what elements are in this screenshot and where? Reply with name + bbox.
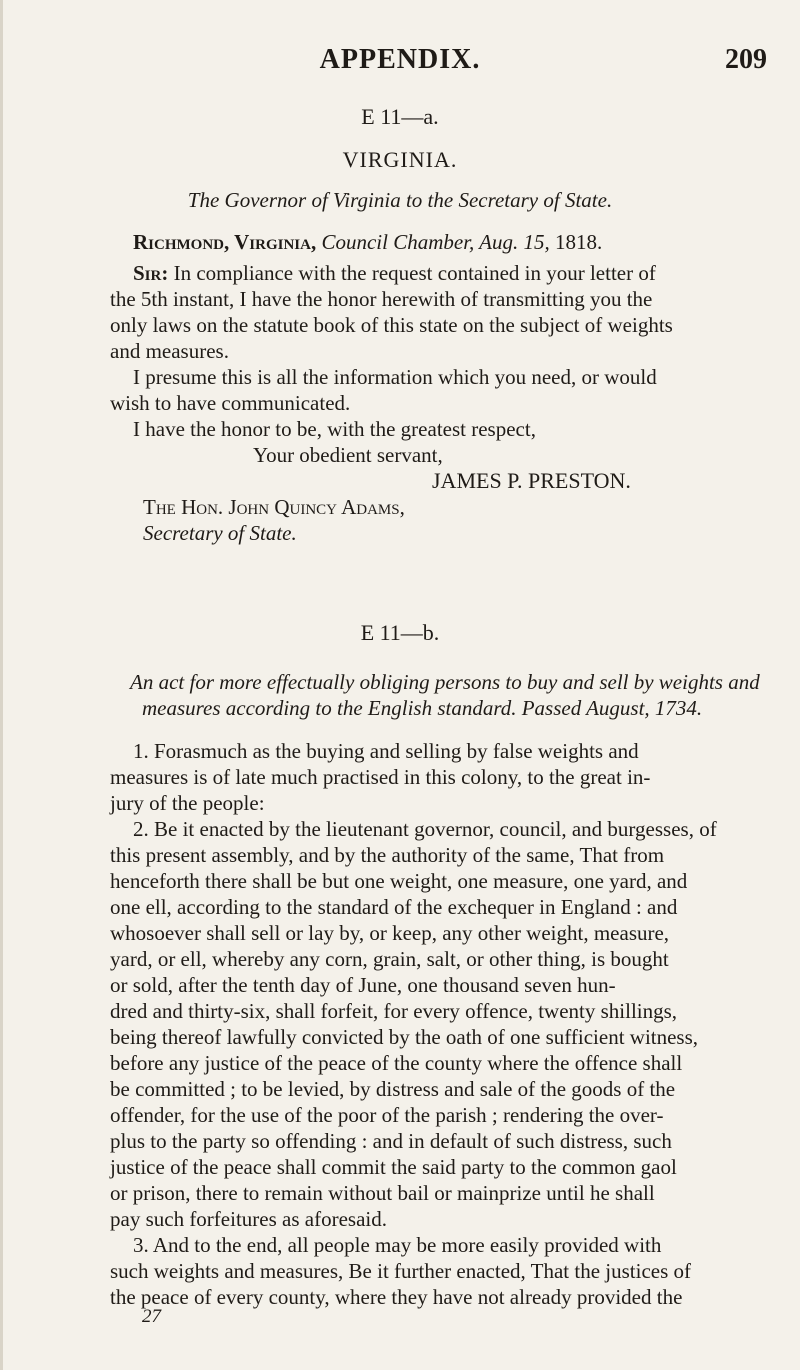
act-line: being thereof lawfully convicted by the oath of one sufficient witness, — [110, 1025, 699, 1049]
act-line: 3. And to the end, all people may be more easily provided with — [133, 1233, 662, 1257]
act-line: offender, for the use of the poor of the parish ; rendering the over- — [110, 1103, 664, 1127]
act-line: this present assembly, and by the authority of the same, That from — [110, 843, 665, 867]
letter-line: Sir: In compliance with the request contained in your letter of — [133, 261, 656, 285]
act-line: pay such forfeitures as aforesaid. — [110, 1207, 387, 1231]
closing-line: Your obedient servant, — [253, 443, 443, 467]
dateline-place: Richmond, Virginia, — [133, 230, 317, 254]
signature: JAMES P. PRESTON. — [432, 468, 631, 493]
act-line: measures is of late much practised in this colony, to the great in- — [110, 765, 651, 789]
act-line: henceforth there shall be but one weight, one measure, one yard, and — [110, 869, 688, 893]
section-b-heading: E 11—b. — [360, 620, 440, 645]
act-line: such weights and measures, Be it further enacted, That the justices of — [110, 1259, 692, 1283]
act-title-line: measures according to the English standard. Passed August, 1734. — [142, 696, 703, 720]
act-line: one ell, according to the standard of the exchequer in England : and — [110, 895, 678, 919]
act-line: plus to the party so offending : and in default of such distress, such — [110, 1129, 672, 1153]
dateline — [133, 229, 602, 255]
section-a-state: VIRGINIA. — [342, 147, 458, 172]
act-line: 2. Be it enacted by the lieutenant governor, council, and burgesses, of — [133, 817, 717, 841]
act-line: before any justice of the peace of the county where the offence shall — [110, 1051, 683, 1075]
running-header: APPENDIX. — [319, 44, 481, 75]
dateline-rest: Council Chamber, Aug. 15, — [321, 230, 550, 254]
closing-line: I have the honor to be, with the greatest respect, — [133, 417, 536, 441]
act-line: be committed ; to be levied, by distress and sale of the goods of the — [110, 1077, 676, 1101]
act-line: the peace of every county, where they have not already provided the — [110, 1285, 683, 1309]
dateline-year: 1818. — [555, 230, 603, 254]
act-line: yard, or ell, whereby any corn, grain, salt, or other thing, is bought — [110, 947, 669, 971]
signature-mark: 27 — [142, 1306, 161, 1327]
act-line: jury of the people: — [110, 791, 265, 815]
page-number: 209 — [725, 44, 767, 75]
letter-line: only laws on the statute book of this state on the subject of weights — [110, 313, 673, 337]
act-line: justice of the peace shall commit the said party to the common gaol — [110, 1155, 677, 1179]
letter-line: I presume this is all the information which you need, or would — [133, 365, 657, 389]
section-a-subtitle: The Governor of Virginia to the Secretary of State. — [187, 188, 613, 212]
addressee: The Hon. John Quincy Adams, — [143, 495, 405, 519]
act-title-line: An act for more effectually obliging persons to buy and sell by weights and — [130, 670, 760, 694]
letter-line: and measures. — [110, 339, 229, 363]
act-line: dred and thirty-six, shall forfeit, for every offence, twenty shillings, — [110, 999, 678, 1023]
letter-line: wish to have communicated. — [110, 391, 351, 415]
act-line: or sold, after the tenth day of June, one thousand seven hun- — [110, 973, 616, 997]
letter-line: the 5th instant, I have the honor herewith of transmitting you the — [110, 287, 653, 311]
act-line: or prison, there to remain without bail or mainprize until he shall — [110, 1181, 655, 1205]
act-line: 1. Forasmuch as the buying and selling by false weights and — [133, 739, 639, 763]
section-a-heading: E 11—a. — [361, 104, 439, 129]
act-line: whosoever shall sell or lay by, or keep, any other weight, measure, — [110, 921, 670, 945]
addressee-title: Secretary of State. — [143, 521, 297, 545]
salutation: Sir: — [133, 261, 169, 285]
